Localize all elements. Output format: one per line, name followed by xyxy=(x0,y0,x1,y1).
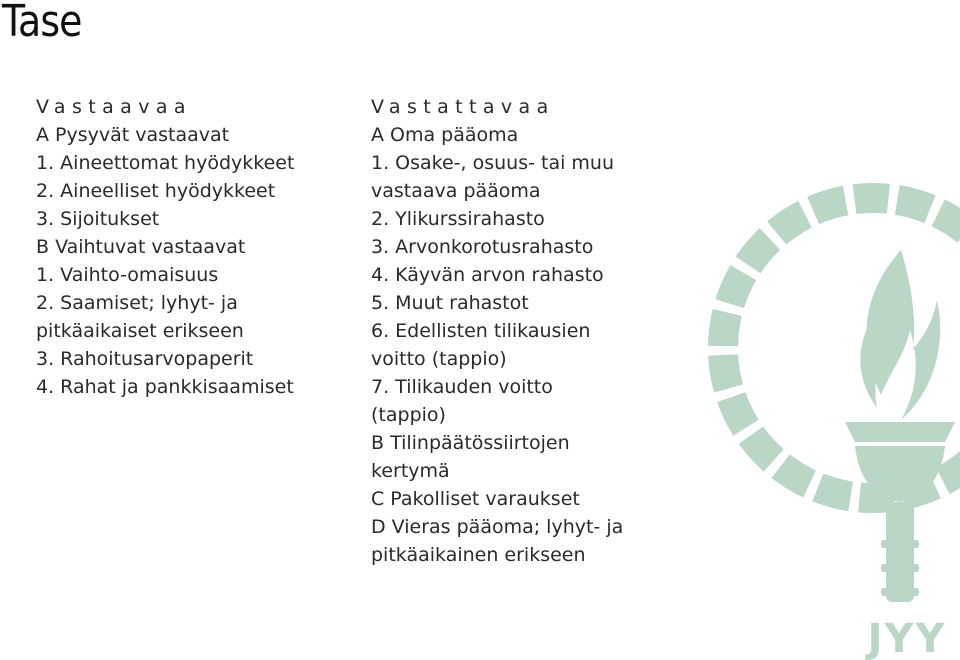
list-item: 3. Sijoitukset xyxy=(36,208,160,230)
list-item: 2. Ylikurssirahasto xyxy=(371,208,545,230)
list-item: 6. Edellisten tilikausien xyxy=(371,320,591,342)
list-item: (tappio) xyxy=(371,404,446,426)
list-item: vastaava pääoma xyxy=(371,180,541,202)
list-item: 2. Saamiset; lyhyt- ja xyxy=(36,292,238,314)
torch-wreath-icon xyxy=(723,198,960,602)
list-item: voitto (tappio) xyxy=(371,348,507,370)
list-item: B Tilinpäätössiirtojen xyxy=(371,432,570,454)
list-item: B Vaihtuvat vastaavat xyxy=(36,236,246,258)
list-item: 1. Vaihto-omaisuus xyxy=(36,264,219,286)
list-item: A Oma pääoma xyxy=(371,124,519,146)
list-item: kertymä xyxy=(371,460,450,482)
vastattavaa-heading: Vastattavaa xyxy=(371,96,555,118)
vastaavaa-list xyxy=(36,93,294,401)
list-item: 5. Muut rahastot xyxy=(371,292,529,314)
vastattavaa-list xyxy=(371,93,623,569)
vastaavaa-heading: Vastaavaa xyxy=(36,96,192,118)
list-item: 3. Rahoitusarvopaperit xyxy=(36,348,254,370)
list-item: D Vieras pääoma; lyhyt- ja xyxy=(371,516,624,538)
list-item: pitkäaikainen erikseen xyxy=(371,544,586,566)
list-item: A Pysyvät vastaavat xyxy=(36,124,230,146)
logo-text: JYY xyxy=(867,616,947,660)
jyy-logo xyxy=(705,180,960,660)
list-item: pitkäaikaiset erikseen xyxy=(36,320,244,342)
page-title: Tase xyxy=(2,0,82,47)
list-item: 4. Käyvän arvon rahasto xyxy=(371,264,604,286)
list-item: 2. Aineelliset hyödykkeet xyxy=(36,180,276,202)
list-item: 4. Rahat ja pankkisaamiset xyxy=(36,376,294,398)
list-item: 1. Osake-, osuus- tai muu xyxy=(371,152,615,174)
list-item: 7. Tilikauden voitto xyxy=(371,376,553,398)
list-item: 1. Aineettomat hyödykkeet xyxy=(36,152,295,174)
list-item: C Pakolliset varaukset xyxy=(371,488,580,510)
list-item: 3. Arvonkorotusrahasto xyxy=(371,236,594,258)
